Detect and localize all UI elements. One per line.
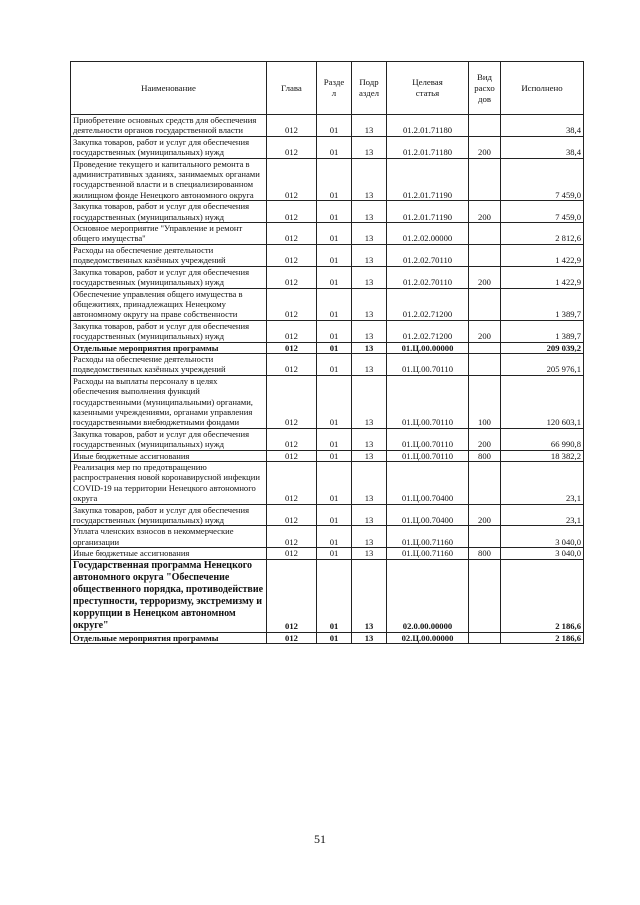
cell-executed: 2 186,6 [501,559,584,632]
cell-executed: 2 812,6 [501,223,584,245]
cell-expense-type: 100 [469,375,501,428]
header-name: Наименование [71,62,267,115]
table-row [71,201,584,223]
cell-expense-type: 200 [469,428,501,450]
cell-name: Расходы на обеспечение деятельности подведомственных казённых учреждений [71,244,267,266]
cell-expense-type [469,244,501,266]
table-row [71,428,584,450]
cell-subsection: 13 [352,342,387,353]
cell-subsection: 13 [352,320,387,342]
cell-expense-type [469,342,501,353]
table-row [71,115,584,137]
cell-chapter: 012 [267,342,317,353]
cell-executed: 3 040,0 [501,526,584,548]
cell-target: 01.Ц.00.71160 [387,526,469,548]
cell-expense-type: 200 [469,320,501,342]
cell-section: 01 [317,462,352,505]
table-row [71,288,584,320]
cell-subsection: 13 [352,428,387,450]
cell-subsection: 13 [352,548,387,559]
cell-executed: 1 389,7 [501,288,584,320]
cell-executed: 7 459,0 [501,201,584,223]
table-row [71,559,584,632]
table-row [71,462,584,505]
cell-section: 01 [317,158,352,201]
cell-chapter: 012 [267,115,317,137]
cell-executed: 1 389,7 [501,320,584,342]
cell-section: 01 [317,136,352,158]
cell-chapter: 012 [267,320,317,342]
cell-subsection: 13 [352,158,387,201]
cell-target: 01.Ц.00.70400 [387,504,469,526]
cell-executed: 66 990,8 [501,428,584,450]
cell-section: 01 [317,504,352,526]
cell-chapter: 012 [267,559,317,632]
cell-target: 01.2.01.71180 [387,136,469,158]
cell-chapter: 012 [267,201,317,223]
cell-target: 01.2.02.70110 [387,266,469,288]
cell-executed: 23,1 [501,504,584,526]
table-row [71,450,584,461]
cell-target: 01.2.01.71190 [387,201,469,223]
cell-expense-type: 800 [469,450,501,461]
cell-executed: 209 039,2 [501,342,584,353]
cell-section: 01 [317,526,352,548]
cell-section: 01 [317,632,352,643]
cell-section: 01 [317,320,352,342]
page-number: 51 [314,832,326,846]
cell-section: 01 [317,450,352,461]
cell-target: 01.Ц.00.70110 [387,375,469,428]
cell-expense-type: 200 [469,266,501,288]
cell-name: Закупка товаров, работ и услуг для обеспечения государственных (муниципальных) нужд [71,266,267,288]
cell-section: 01 [317,548,352,559]
cell-section: 01 [317,288,352,320]
cell-section: 01 [317,375,352,428]
cell-name: Отдельные мероприятия программы [71,342,267,353]
cell-chapter: 012 [267,266,317,288]
cell-target: 01.2.02.71200 [387,320,469,342]
cell-expense-type [469,158,501,201]
cell-target: 01.Ц.00.00000 [387,342,469,353]
cell-executed: 1 422,9 [501,266,584,288]
cell-section: 01 [317,115,352,137]
budget-table [70,61,584,644]
cell-chapter: 012 [267,244,317,266]
cell-section: 01 [317,342,352,353]
cell-subsection: 13 [352,504,387,526]
cell-name: Закупка товаров, работ и услуг для обеспечения государственных (муниципальных) нужд [71,320,267,342]
header-target: Целевая статья [387,62,469,115]
cell-expense-type [469,526,501,548]
cell-target: 02.0.00.00000 [387,559,469,632]
table-row [71,244,584,266]
cell-target: 01.2.01.71180 [387,115,469,137]
table-row [71,353,584,375]
cell-chapter: 012 [267,375,317,428]
cell-subsection: 13 [352,462,387,505]
header-section: Разде л [317,62,352,115]
cell-name: Реализация мер по предотвращению распространения новой коронавирусной инфекции COVID-19 на территории Ненецкого автономного округа [71,462,267,505]
cell-section: 01 [317,201,352,223]
cell-chapter: 012 [267,632,317,643]
table-row [71,223,584,245]
table-row [71,342,584,353]
cell-section: 01 [317,559,352,632]
cell-name: Приобретение основных средств для обеспечения деятельности органов государственной власти [71,115,267,137]
cell-chapter: 012 [267,136,317,158]
header-subsection: Подр аздел [352,62,387,115]
cell-executed: 7 459,0 [501,158,584,201]
cell-expense-type [469,353,501,375]
table-row [71,504,584,526]
header-expense-type: Вид расхо дов [469,62,501,115]
cell-expense-type [469,632,501,643]
table-row [71,158,584,201]
cell-subsection: 13 [352,526,387,548]
table-header-row [71,62,584,115]
cell-name: Основное мероприятие "Управление и ремонт общего имущества" [71,223,267,245]
cell-subsection: 13 [352,201,387,223]
cell-section: 01 [317,353,352,375]
cell-section: 01 [317,266,352,288]
cell-section: 01 [317,223,352,245]
table-row [71,375,584,428]
cell-name: Иные бюджетные ассигнования [71,450,267,461]
cell-subsection: 13 [352,450,387,461]
cell-target: 01.Ц.00.70110 [387,450,469,461]
cell-subsection: 13 [352,632,387,643]
cell-name: Уплата членских взносов в некоммерческие организации [71,526,267,548]
cell-subsection: 13 [352,136,387,158]
cell-expense-type [469,288,501,320]
table-row [71,136,584,158]
cell-target: 01.Ц.00.70110 [387,428,469,450]
cell-chapter: 012 [267,223,317,245]
cell-expense-type: 200 [469,201,501,223]
cell-name: Закупка товаров, работ и услуг для обеспечения государственных (муниципальных) нужд [71,201,267,223]
document-page [70,61,583,644]
cell-name: Расходы на обеспечение деятельности подведомственных казённых учреждений [71,353,267,375]
cell-chapter: 012 [267,158,317,201]
cell-chapter: 012 [267,526,317,548]
cell-subsection: 13 [352,288,387,320]
cell-target: 01.2.02.70110 [387,244,469,266]
cell-name: Обеспечение управления общего имущества в общежитиях, принадлежащих Ненецкому автономному округу на праве собственности [71,288,267,320]
cell-target: 01.2.01.71190 [387,158,469,201]
cell-subsection: 13 [352,353,387,375]
cell-name: Проведение текущего и капитального ремонта в административных зданиях, занимаемых органами государственной власти и в специализированном жилищном фонде Ненецкого автономного округа [71,158,267,201]
table-row [71,320,584,342]
cell-chapter: 012 [267,450,317,461]
cell-expense-type [469,559,501,632]
cell-name: Закупка товаров, работ и услуг для обеспечения государственных (муниципальных) нужд [71,428,267,450]
cell-subsection: 13 [352,266,387,288]
cell-section: 01 [317,428,352,450]
cell-subsection: 13 [352,115,387,137]
cell-executed: 38,4 [501,136,584,158]
cell-executed: 38,4 [501,115,584,137]
cell-executed: 1 422,9 [501,244,584,266]
cell-expense-type: 200 [469,136,501,158]
header-executed: Исполнено [501,62,584,115]
cell-name: Отдельные мероприятия программы [71,632,267,643]
cell-target: 02.Ц.00.00000 [387,632,469,643]
cell-expense-type [469,462,501,505]
cell-chapter: 012 [267,548,317,559]
cell-executed: 18 382,2 [501,450,584,461]
cell-name: Расходы на выплаты персоналу в целях обеспечения выполнения функций государственными (муниципальными) органами, казенными учреждениями, органами управления государственными внебюджетными фондами [71,375,267,428]
cell-section: 01 [317,244,352,266]
table-body [71,115,584,644]
cell-chapter: 012 [267,428,317,450]
cell-chapter: 012 [267,504,317,526]
cell-name: Закупка товаров, работ и услуг для обеспечения государственных (муниципальных) нужд [71,504,267,526]
cell-executed: 120 603,1 [501,375,584,428]
cell-chapter: 012 [267,288,317,320]
cell-name: Иные бюджетные ассигнования [71,548,267,559]
cell-subsection: 13 [352,244,387,266]
cell-target: 01.Ц.00.70400 [387,462,469,505]
table-row [71,632,584,643]
cell-expense-type: 200 [469,504,501,526]
cell-subsection: 13 [352,223,387,245]
table-row [71,526,584,548]
cell-executed: 2 186,6 [501,632,584,643]
cell-target: 01.2.02.00000 [387,223,469,245]
cell-subsection: 13 [352,559,387,632]
cell-target: 01.2.02.71200 [387,288,469,320]
cell-expense-type [469,223,501,245]
cell-executed: 3 040,0 [501,548,584,559]
cell-chapter: 012 [267,353,317,375]
cell-target: 01.Ц.00.70110 [387,353,469,375]
cell-expense-type [469,115,501,137]
cell-chapter: 012 [267,462,317,505]
cell-expense-type: 800 [469,548,501,559]
cell-name: Закупка товаров, работ и услуг для обеспечения государственных (муниципальных) нужд [71,136,267,158]
table-row [71,548,584,559]
cell-target: 01.Ц.00.71160 [387,548,469,559]
cell-executed: 205 976,1 [501,353,584,375]
header-chapter: Глава [267,62,317,115]
cell-executed: 23,1 [501,462,584,505]
cell-subsection: 13 [352,375,387,428]
table-row [71,266,584,288]
cell-name: Государственная программа Ненецкого автономного округа "Обеспечение общественного порядка, противодействие преступности, терроризму, экстремизму и коррупции в Ненецком автономном округе" [71,559,267,632]
